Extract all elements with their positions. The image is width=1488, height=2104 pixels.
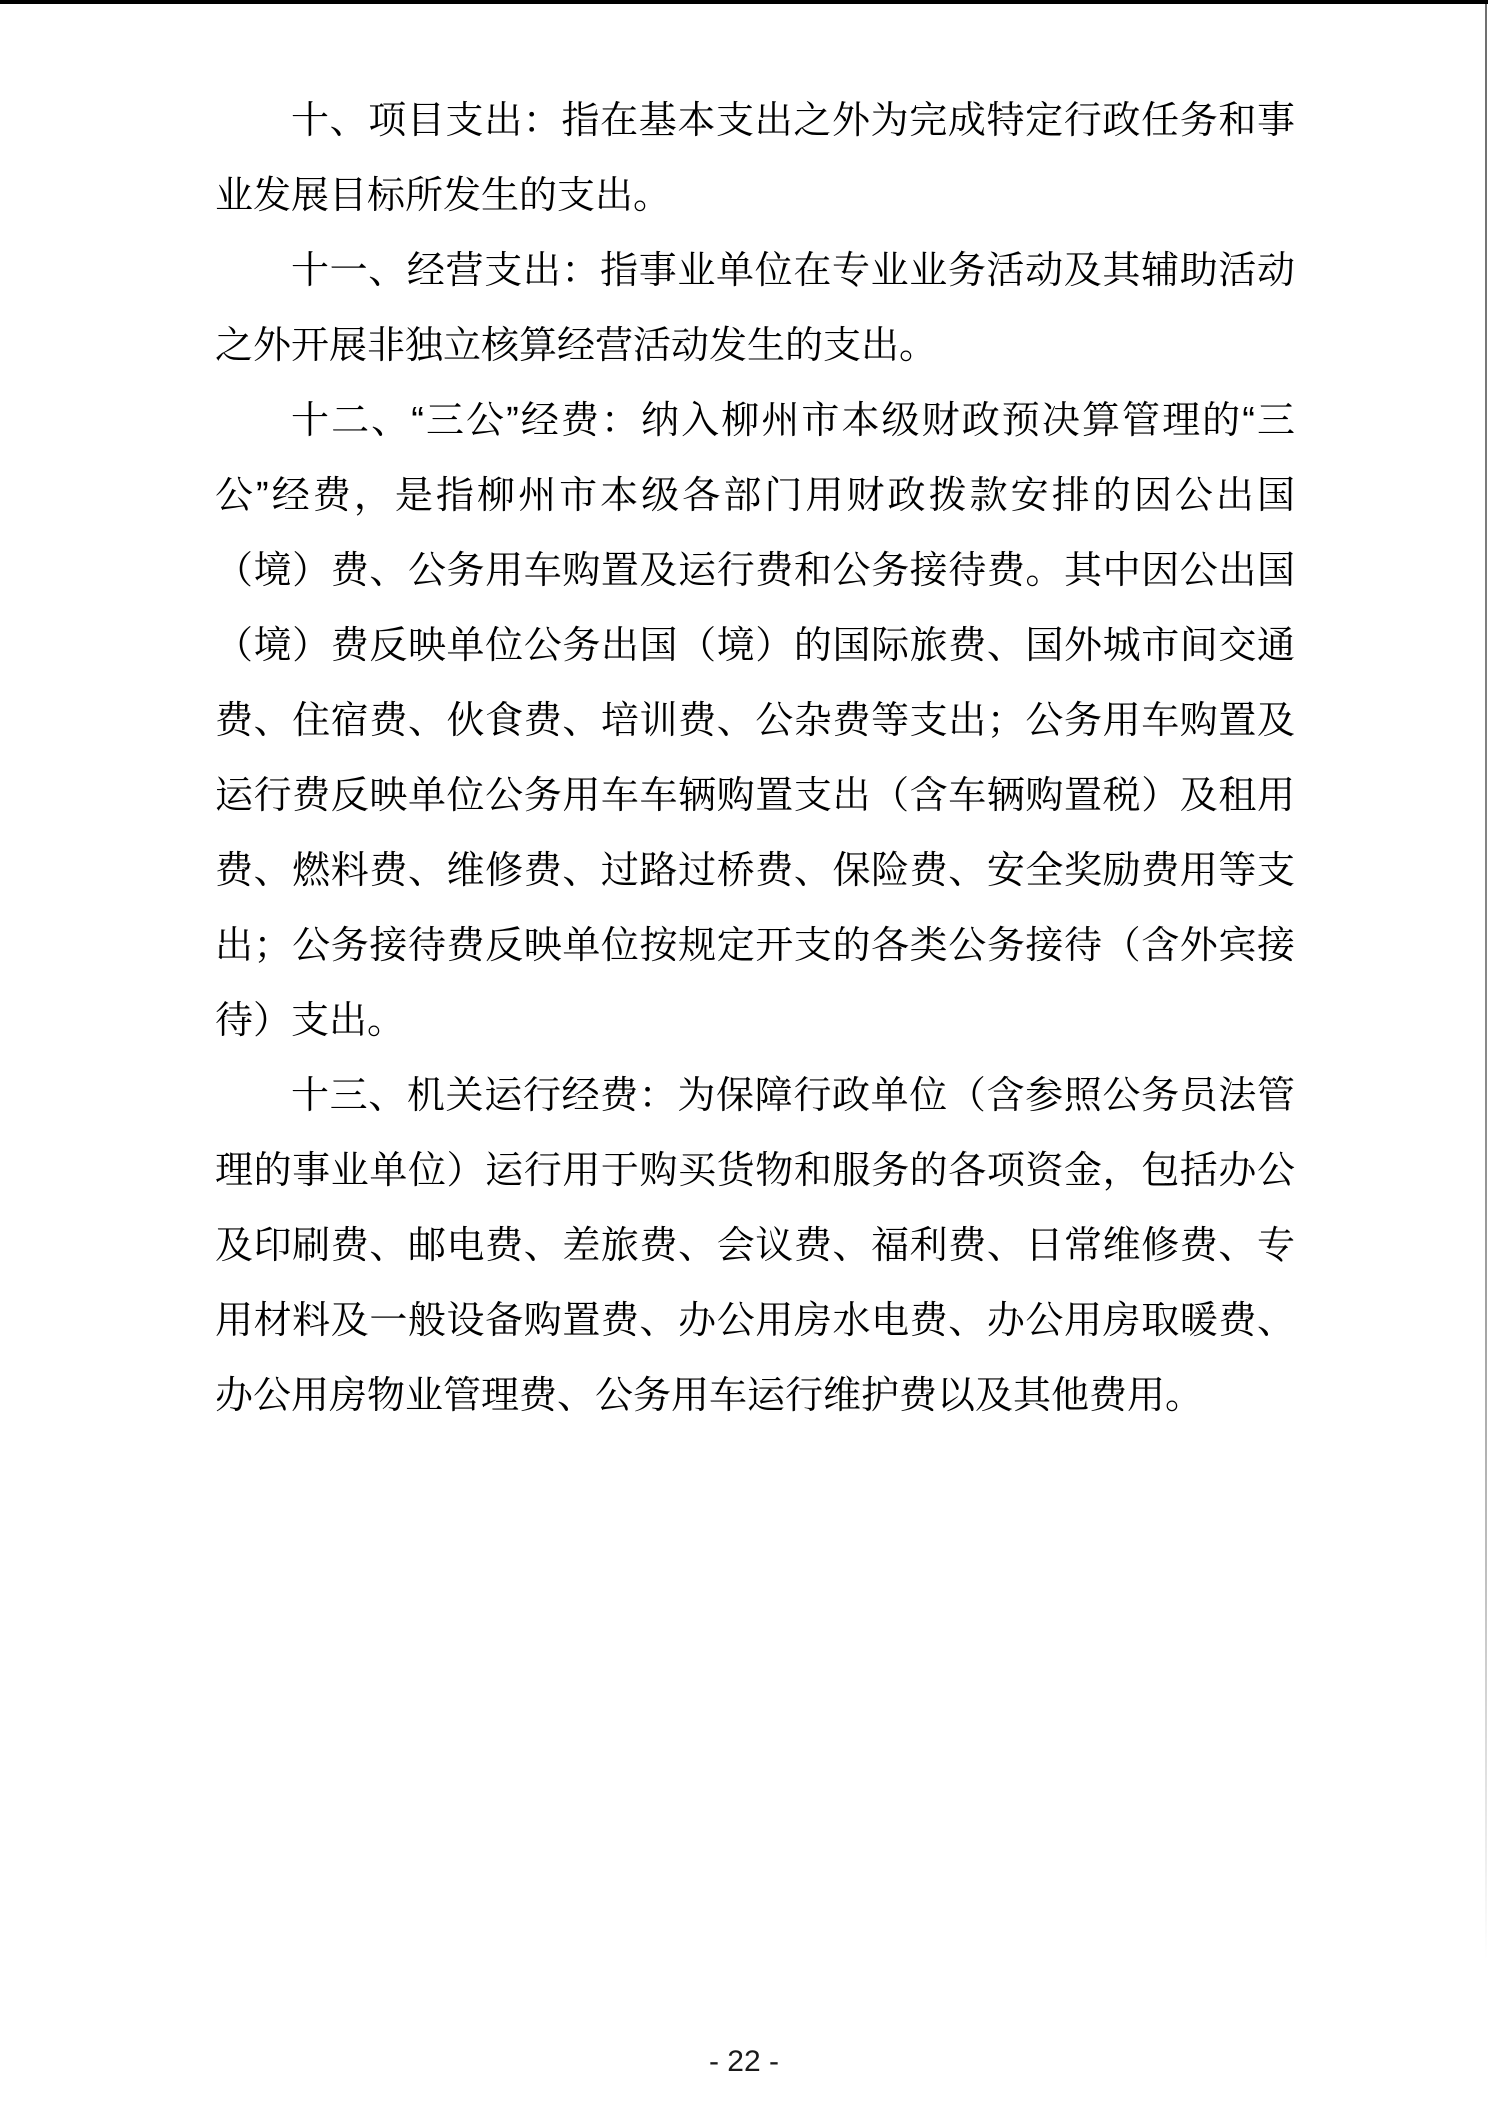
paragraph-item-12: 十二、“三公”经费：纳入柳州市本级财政预决算管理的“三公”经费，是指柳州市本级各部门用财政拨款安排的因公出国（境）费、公务用车购置及运行费和公务接待费。其中因公出国（境）费反映单位公务出国（境）的国际旅费、国外城市间交通费、住宿费、伙食费、培训费、公杂费等支出；公务用车购置及运行费反映单位公务用车车辆购置支出（含车辆购置税）及租用费、燃料费、维修费、过路过桥费、保险费、安全奖励费用等支出；公务接待费反映单位按规定开支的各类公务接待（含外宾接待）支出。 [215, 400, 1295, 1042]
document-body [215, 84, 1295, 1434]
page-number: - 22 - [708, 2045, 780, 2078]
paragraph-item-13: 十三、机关运行经费：为保障行政单位（含参照公务员法管理的事业单位）运行用于购买货物和服务的各项资金，包括办公及印刷费、邮电费、差旅费、会议费、福利费、日常维修费、专用材料及一般设备购置费、办公用房水电费、办公用房取暖费、办公用房物业管理费、公务用车运行维护费以及其他费用。 [215, 1075, 1295, 1417]
paragraph-item-10: 十、项目支出：指在基本支出之外为完成特定行政任务和事业发展目标所发生的支出。 [215, 100, 1295, 217]
paragraph-item-11: 十一、经营支出：指事业单位在专业业务活动及其辅助活动之外开展非独立核算经营活动发生的支出。 [215, 250, 1295, 367]
scan-artifact-top-bar [0, 0, 1488, 4]
scan-artifact-right-line [1485, 4, 1487, 1960]
